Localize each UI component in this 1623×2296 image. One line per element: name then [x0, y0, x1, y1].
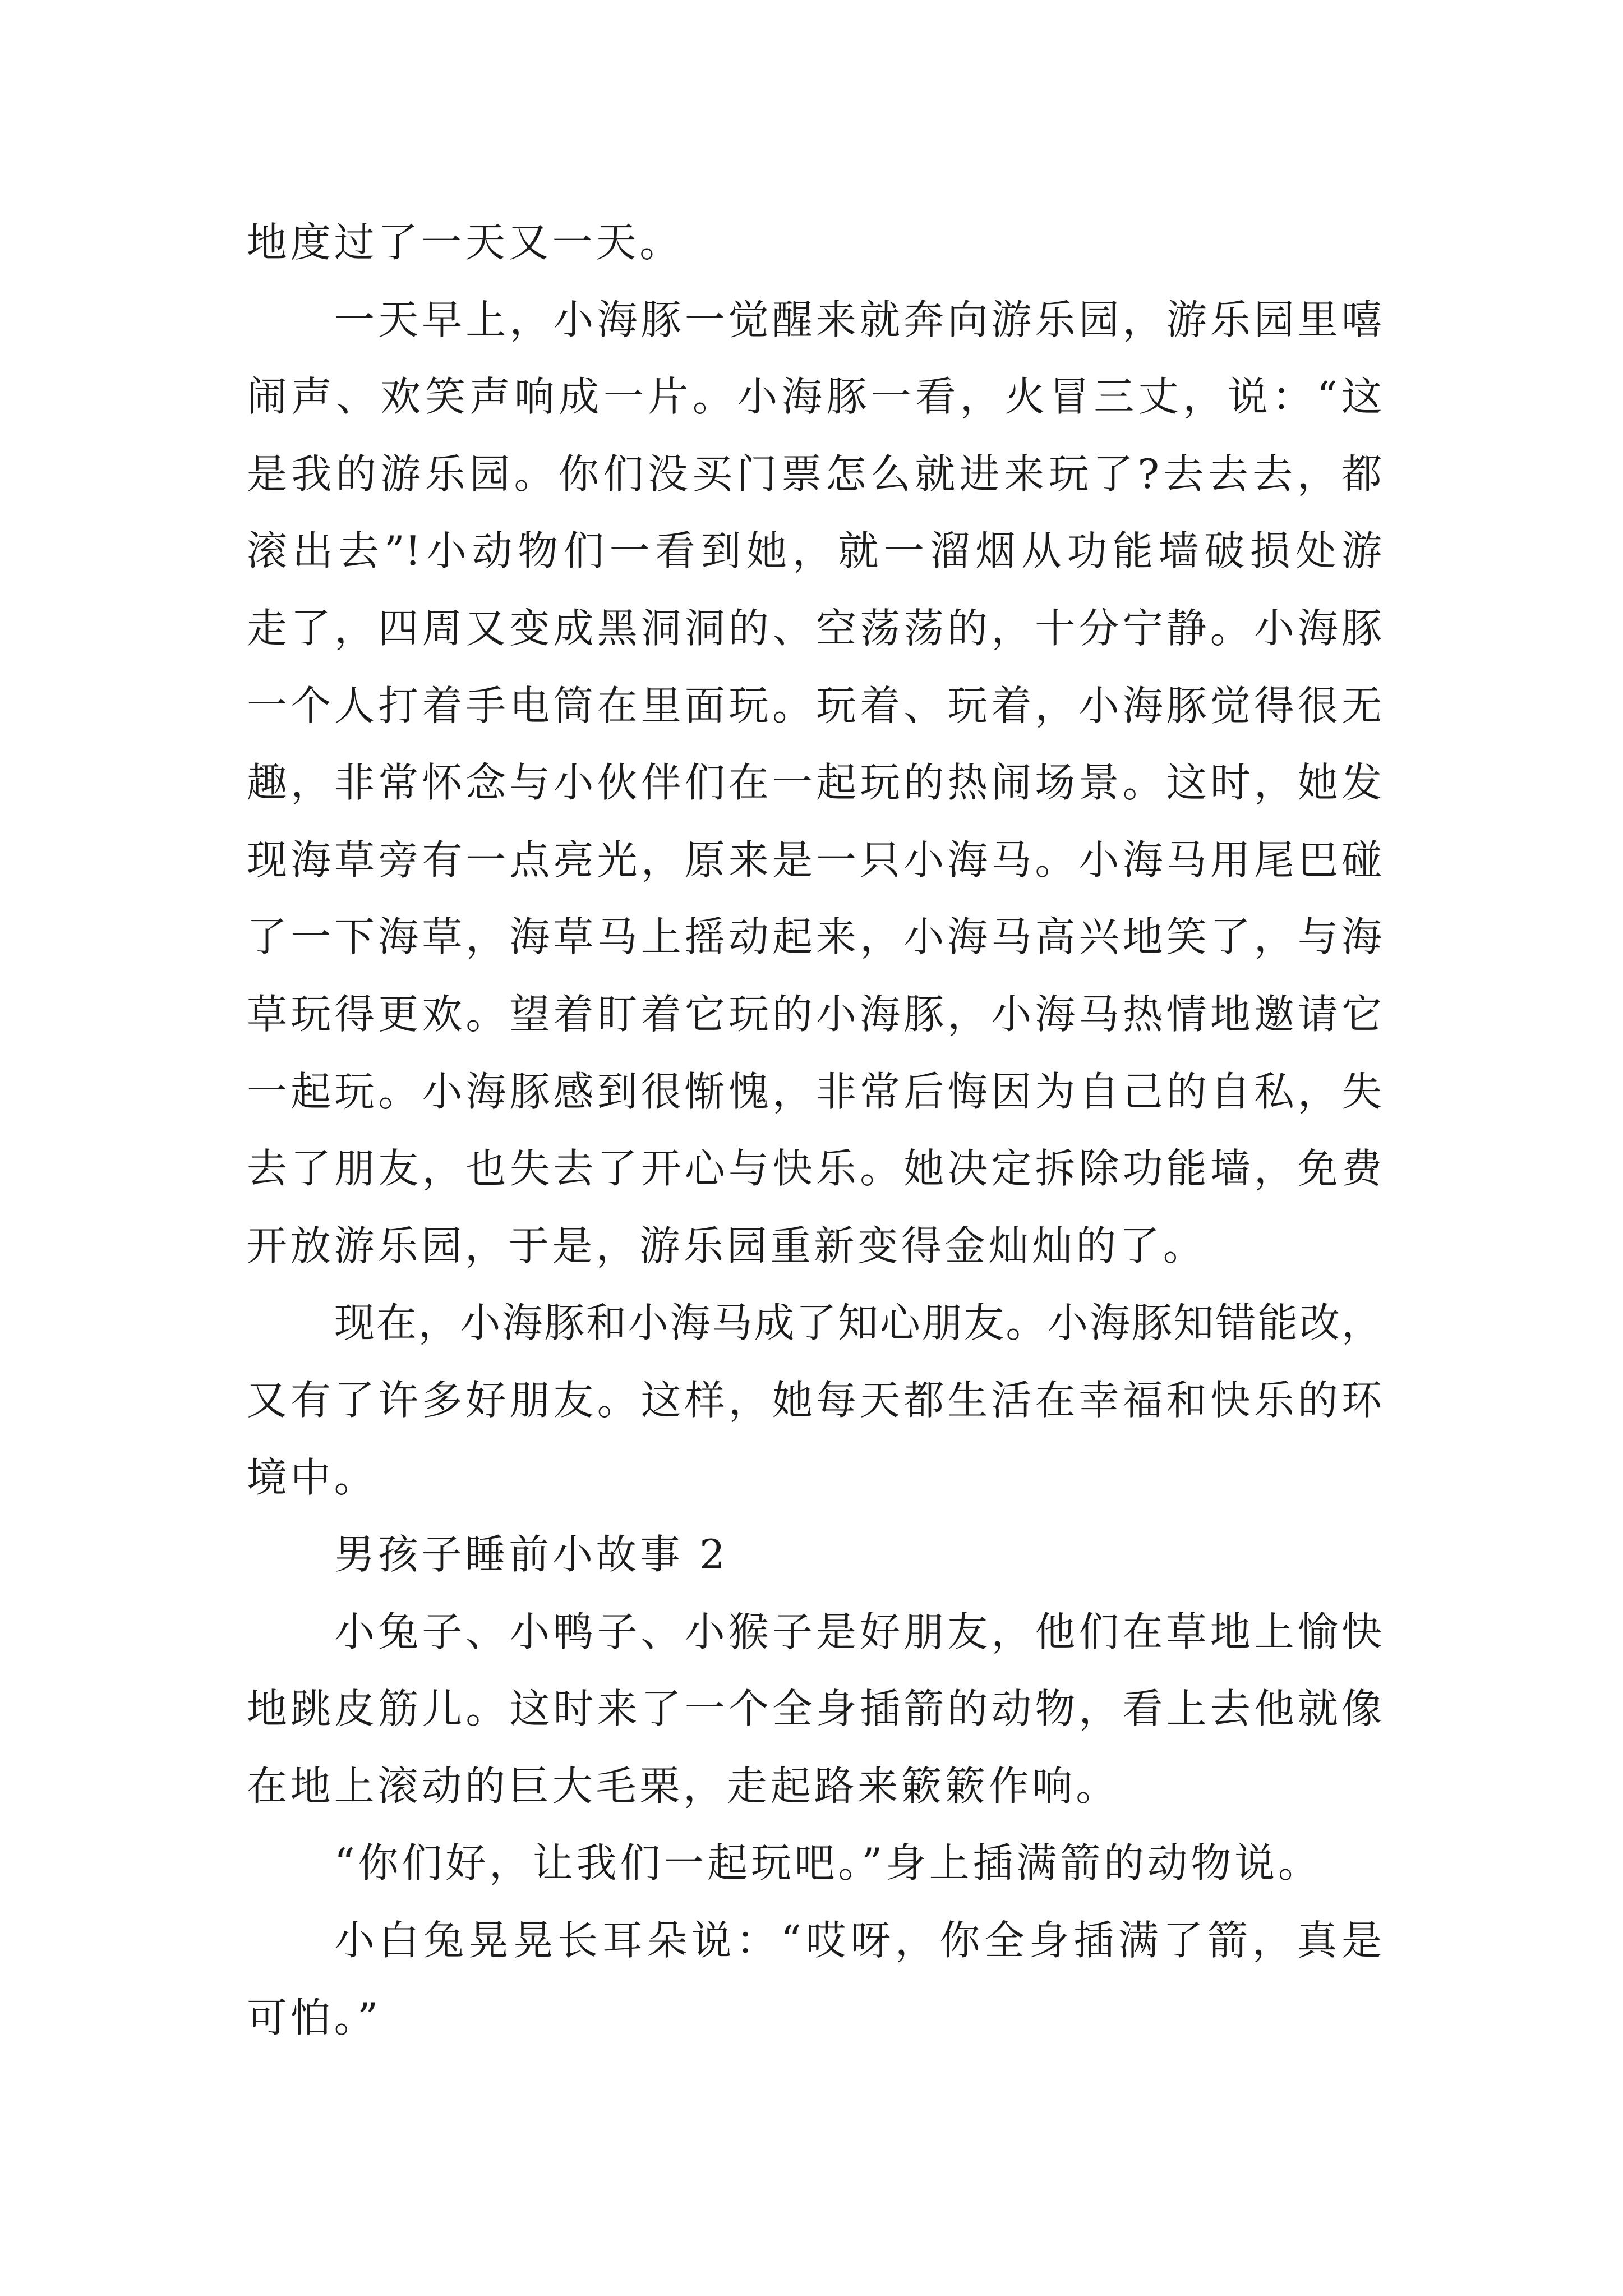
paragraph-line: 走了，四周又变成黑洞洞的、空荡荡的，十分宁静。小海豚 — [247, 604, 1382, 652]
paragraph-line: 可怕。” — [247, 1994, 382, 2041]
story-paragraph — [247, 1902, 1382, 2056]
paragraph-line: 境中。 — [247, 1453, 378, 1501]
paragraph-line: 了一下海草，海草马上摇动起来，小海马高兴地笑了，与海 — [247, 913, 1382, 961]
paragraph-line: 草玩得更欢。望着盯着它玩的小海豚，小海马热情地邀请它 — [247, 990, 1382, 1038]
paragraph-line: 现海草旁有一点亮光，原来是一只小海马。小海马用尾巴碰 — [247, 836, 1382, 884]
story-heading — [247, 1516, 1382, 1594]
paragraph-line: 是我的游乐园。你们没买门票怎么就进来玩了?去去去，都 — [247, 450, 1382, 498]
paragraph-line: “你们好，让我们一起玩吧。”身上插满箭的动物说。 — [334, 1839, 1322, 1887]
paragraph-line: 闹声、欢笑声响成一片。小海豚一看，火冒三丈，说：“这 — [247, 373, 1382, 421]
paragraph-line: 小兔子、小鸭子、小猴子是好朋友，他们在草地上愉快 — [334, 1608, 1382, 1655]
paragraph-line: 地跳皮筋儿。这时来了一个全身插箭的动物，看上去他就像 — [247, 1685, 1382, 1733]
paragraph-line: 地度过了一天又一天。 — [247, 219, 684, 266]
story-paragraph — [247, 1285, 1382, 1516]
paragraph-line: 小白兔晃晃长耳朵说：“哎呀，你全身插满了箭，真是 — [334, 1917, 1382, 1964]
story-paragraph — [247, 1594, 1382, 1825]
paragraph-line: 一天早上，小海豚一觉醒来就奔向游乐园，游乐园里嘻 — [334, 296, 1382, 343]
paragraph-line: 开放游乐园，于是，游乐园重新变得金灿灿的了。 — [247, 1222, 1207, 1269]
story-paragraph — [247, 1825, 1382, 1902]
paragraph-line: 在地上滚动的巨大毛栗，走起路来簌簌作响。 — [247, 1762, 1120, 1810]
paragraph-line: 去了朋友，也失去了开心与快乐。她决定拆除功能墙，免费 — [247, 1145, 1382, 1193]
document-page — [247, 204, 1382, 2056]
paragraph-line: 滚出去”!小动物们一看到她，就一溜烟从功能墙破损处游 — [247, 527, 1382, 575]
story-heading-text: 男孩子睡前小故事 2 — [334, 1531, 728, 1579]
story-paragraph — [247, 282, 1382, 1285]
paragraph-line: 一起玩。小海豚感到很惭愧，非常后悔因为自己的自私，失 — [247, 1068, 1382, 1115]
paragraph-line: 现在，小海豚和小海马成了知心朋友。小海豚知错能改， — [334, 1299, 1382, 1347]
story-paragraph — [247, 204, 1382, 282]
paragraph-line: 趣，非常怀念与小伙伴们在一起玩的热闹场景。这时，她发 — [247, 759, 1382, 807]
paragraph-line: 一个人打着手电筒在里面玩。玩着、玩着，小海豚觉得很无 — [247, 682, 1382, 729]
paragraph-line: 又有了许多好朋友。这样，她每天都生活在幸福和快乐的环 — [247, 1376, 1382, 1424]
